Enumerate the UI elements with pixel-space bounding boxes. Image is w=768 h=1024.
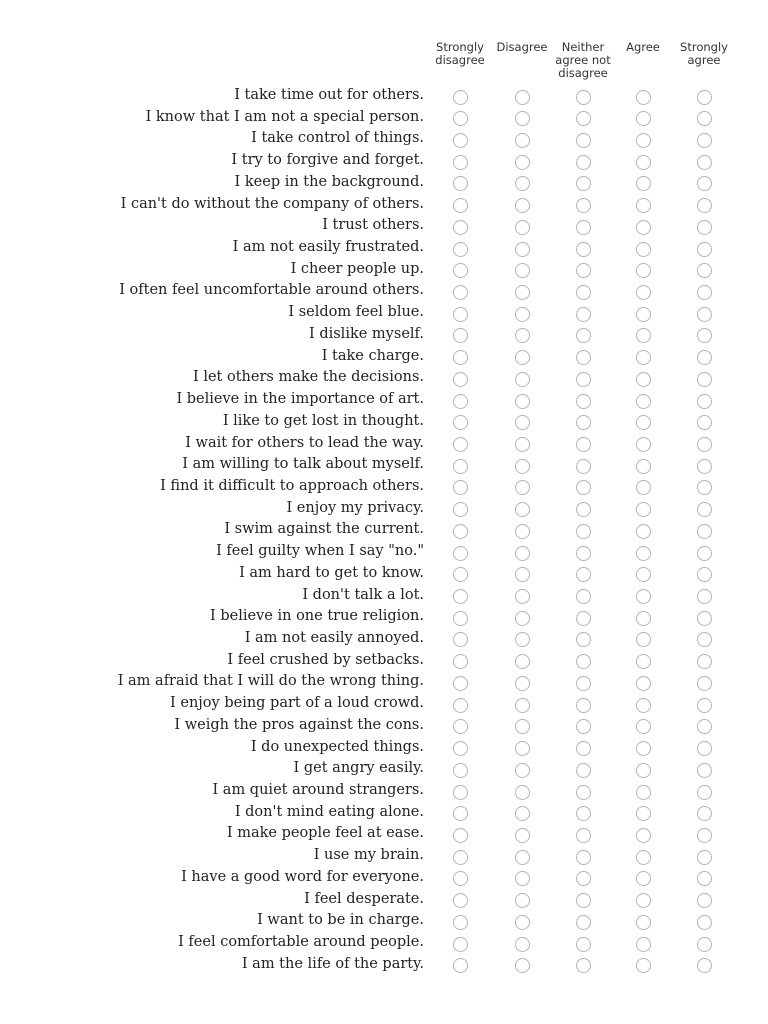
radio-agree[interactable] (636, 198, 651, 213)
radio-disagree[interactable] (515, 90, 530, 105)
radio-strongly-disagree[interactable] (453, 871, 468, 886)
question-text: I trust others. (322, 217, 424, 234)
radio-strongly-agree[interactable] (697, 589, 712, 604)
radio-strongly-disagree[interactable] (453, 632, 468, 647)
radio-disagree[interactable] (515, 546, 530, 561)
header-strongly-agree: Strongly agree (680, 40, 728, 67)
radio-strongly-disagree[interactable] (453, 785, 468, 800)
question-row (0, 172, 768, 194)
question-row (0, 237, 768, 259)
question-row (0, 128, 768, 150)
question-text: I don't mind eating alone. (234, 803, 424, 820)
radio-strongly-disagree[interactable] (453, 459, 468, 474)
radio-strongly-disagree[interactable] (453, 611, 468, 626)
radio-strongly-agree[interactable] (697, 958, 712, 973)
radio-agree[interactable] (636, 459, 651, 474)
radio-neither[interactable] (576, 785, 591, 800)
radio-strongly-disagree[interactable] (453, 915, 468, 930)
question-text: I am not easily frustrated. (232, 239, 424, 256)
question-row (0, 650, 768, 672)
radio-disagree[interactable] (515, 285, 530, 300)
radio-agree[interactable] (636, 763, 651, 778)
radio-agree[interactable] (636, 806, 651, 821)
radio-strongly-agree[interactable] (697, 437, 712, 452)
radio-neither[interactable] (576, 263, 591, 278)
radio-neither[interactable] (576, 698, 591, 713)
radio-neither[interactable] (576, 111, 591, 126)
radio-disagree[interactable] (515, 567, 530, 582)
radio-strongly-disagree[interactable] (453, 480, 468, 495)
question-row (0, 606, 768, 628)
radio-neither[interactable] (576, 242, 591, 257)
radio-agree[interactable] (636, 220, 651, 235)
radio-strongly-disagree[interactable] (453, 155, 468, 170)
radio-neither[interactable] (576, 198, 591, 213)
question-text: I have a good word for everyone. (181, 868, 424, 885)
radio-strongly-agree[interactable] (697, 372, 712, 387)
radio-agree[interactable] (636, 828, 651, 843)
radio-disagree[interactable] (515, 589, 530, 604)
question-text: I am willing to talk about myself. (182, 456, 424, 473)
question-text: I know that I am not a special person. (145, 108, 424, 125)
radio-neither[interactable] (576, 133, 591, 148)
radio-neither[interactable] (576, 394, 591, 409)
question-text: I am quiet around strangers. (212, 782, 424, 798)
radio-strongly-agree[interactable] (697, 524, 712, 539)
radio-disagree[interactable] (515, 763, 530, 778)
question-text: I feel comfortable around people. (178, 934, 424, 951)
radio-agree[interactable] (636, 350, 651, 365)
radio-strongly-agree[interactable] (697, 350, 712, 365)
radio-neither[interactable] (576, 90, 591, 105)
question-row (0, 280, 768, 302)
radio-disagree[interactable] (515, 437, 530, 452)
radio-neither[interactable] (576, 155, 591, 170)
radio-neither[interactable] (576, 676, 591, 691)
radio-agree[interactable] (636, 111, 651, 126)
radio-disagree[interactable] (515, 698, 530, 713)
radio-strongly-agree[interactable] (697, 632, 712, 647)
radio-strongly-disagree[interactable] (453, 90, 468, 105)
radio-strongly-agree[interactable] (697, 893, 712, 908)
radio-agree[interactable] (636, 524, 651, 539)
radio-strongly-agree[interactable] (697, 459, 712, 474)
radio-strongly-agree[interactable] (697, 394, 712, 409)
question-row (0, 302, 768, 324)
question-row (0, 823, 768, 845)
radio-strongly-disagree[interactable] (453, 415, 468, 430)
question-text: I get angry easily. (293, 760, 424, 777)
radio-strongly-disagree[interactable] (453, 220, 468, 235)
radio-strongly-agree[interactable] (697, 220, 712, 235)
radio-disagree[interactable] (515, 632, 530, 647)
header-agree: Agree (626, 40, 660, 54)
radio-neither[interactable] (576, 307, 591, 322)
radio-strongly-agree[interactable] (697, 719, 712, 734)
question-text: I feel crushed by setbacks. (227, 651, 424, 668)
radio-strongly-disagree[interactable] (453, 328, 468, 343)
radio-agree[interactable] (636, 176, 651, 191)
radio-strongly-agree[interactable] (697, 676, 712, 691)
question-text: I take charge. (321, 347, 424, 364)
radio-strongly-agree[interactable] (697, 763, 712, 778)
radio-strongly-disagree[interactable] (453, 242, 468, 257)
radio-strongly-agree[interactable] (697, 937, 712, 952)
radio-strongly-agree[interactable] (697, 850, 712, 865)
question-text: I try to forgive and forget. (231, 152, 424, 169)
radio-agree[interactable] (636, 415, 651, 430)
radio-disagree[interactable] (515, 850, 530, 865)
radio-agree[interactable] (636, 372, 651, 387)
radio-agree[interactable] (636, 741, 651, 756)
radio-strongly-disagree[interactable] (453, 850, 468, 865)
header-disagree: Disagree (496, 40, 548, 54)
question-text: I want to be in charge. (257, 912, 424, 929)
question-row (0, 563, 768, 585)
question-text: I am afraid that I will do the wrong thing. (117, 673, 424, 690)
radio-strongly-disagree[interactable] (453, 589, 468, 604)
radio-disagree[interactable] (515, 893, 530, 908)
question-text: I weigh the pros against the cons. (174, 716, 424, 733)
radio-neither[interactable] (576, 589, 591, 604)
question-row (0, 932, 768, 954)
radio-disagree[interactable] (515, 828, 530, 843)
radio-neither[interactable] (576, 220, 591, 235)
question-text: I believe in the importance of art. (176, 391, 424, 408)
question-text: I wait for others to lead the way. (185, 434, 424, 451)
radio-strongly-disagree[interactable] (453, 546, 468, 561)
radio-disagree[interactable] (515, 611, 530, 626)
radio-disagree[interactable] (515, 176, 530, 191)
radio-strongly-disagree[interactable] (453, 719, 468, 734)
question-row (0, 628, 768, 650)
radio-disagree[interactable] (515, 524, 530, 539)
radio-neither[interactable] (576, 719, 591, 734)
radio-agree[interactable] (636, 654, 651, 669)
radio-strongly-disagree[interactable] (453, 133, 468, 148)
radio-disagree[interactable] (515, 133, 530, 148)
question-row (0, 541, 768, 563)
radio-strongly-agree[interactable] (697, 546, 712, 561)
radio-strongly-disagree[interactable] (453, 524, 468, 539)
radio-agree[interactable] (636, 285, 651, 300)
radio-strongly-disagree[interactable] (453, 567, 468, 582)
radio-strongly-agree[interactable] (697, 328, 712, 343)
radio-agree[interactable] (636, 263, 651, 278)
question-text: I feel desperate. (304, 890, 424, 907)
radio-neither[interactable] (576, 741, 591, 756)
radio-strongly-disagree[interactable] (453, 654, 468, 669)
radio-disagree[interactable] (515, 937, 530, 952)
radio-strongly-disagree[interactable] (453, 285, 468, 300)
radio-disagree[interactable] (515, 394, 530, 409)
question-text: I find it difficult to approach others. (160, 477, 424, 494)
radio-strongly-agree[interactable] (697, 263, 712, 278)
radio-strongly-agree[interactable] (697, 176, 712, 191)
radio-disagree[interactable] (515, 328, 530, 343)
radio-agree[interactable] (636, 567, 651, 582)
radio-neither[interactable] (576, 415, 591, 430)
radio-strongly-disagree[interactable] (453, 176, 468, 191)
radio-agree[interactable] (636, 958, 651, 973)
question-text: I do unexpected things. (250, 738, 424, 755)
radio-neither[interactable] (576, 480, 591, 495)
radio-disagree[interactable] (515, 958, 530, 973)
radio-disagree[interactable] (515, 480, 530, 495)
question-row (0, 889, 768, 911)
question-row (0, 194, 768, 216)
radio-agree[interactable] (636, 155, 651, 170)
question-list (0, 85, 768, 975)
question-text: I let others make the decisions. (193, 369, 424, 386)
radio-disagree[interactable] (515, 502, 530, 517)
radio-neither[interactable] (576, 372, 591, 387)
radio-strongly-agree[interactable] (697, 90, 712, 105)
radio-strongly-disagree[interactable] (453, 676, 468, 691)
question-text: I believe in one true religion. (210, 608, 424, 625)
radio-agree[interactable] (636, 242, 651, 257)
radio-neither[interactable] (576, 828, 591, 843)
question-text: I like to get lost in thought. (222, 412, 424, 429)
question-row (0, 585, 768, 607)
radio-agree[interactable] (636, 850, 651, 865)
radio-strongly-disagree[interactable] (453, 806, 468, 821)
radio-disagree[interactable] (515, 871, 530, 886)
question-text: I enjoy being part of a loud crowd. (170, 695, 424, 712)
question-text: I feel guilty when I say "no." (216, 543, 424, 560)
radio-disagree[interactable] (515, 263, 530, 278)
radio-agree[interactable] (636, 785, 651, 800)
question-text: I enjoy my privacy. (286, 499, 424, 516)
radio-neither[interactable] (576, 524, 591, 539)
radio-strongly-agree[interactable] (697, 480, 712, 495)
question-row (0, 845, 768, 867)
scale-header (0, 41, 768, 85)
radio-strongly-disagree[interactable] (453, 502, 468, 517)
radio-neither[interactable] (576, 632, 591, 647)
radio-agree[interactable] (636, 611, 651, 626)
radio-strongly-disagree[interactable] (453, 893, 468, 908)
question-text: I don't talk a lot. (302, 586, 424, 603)
radio-strongly-agree[interactable] (697, 242, 712, 257)
question-row (0, 737, 768, 759)
radio-agree[interactable] (636, 502, 651, 517)
radio-strongly-agree[interactable] (697, 133, 712, 148)
radio-strongly-disagree[interactable] (453, 263, 468, 278)
radio-agree[interactable] (636, 871, 651, 886)
radio-disagree[interactable] (515, 785, 530, 800)
question-row (0, 150, 768, 172)
radio-neither[interactable] (576, 871, 591, 886)
radio-neither[interactable] (576, 546, 591, 561)
question-row (0, 259, 768, 281)
radio-disagree[interactable] (515, 415, 530, 430)
question-row (0, 85, 768, 107)
radio-agree[interactable] (636, 307, 651, 322)
radio-strongly-disagree[interactable] (453, 307, 468, 322)
radio-agree[interactable] (636, 328, 651, 343)
question-row (0, 780, 768, 802)
radio-neither[interactable] (576, 459, 591, 474)
question-row (0, 454, 768, 476)
radio-strongly-agree[interactable] (697, 198, 712, 213)
radio-disagree[interactable] (515, 155, 530, 170)
radio-strongly-disagree[interactable] (453, 372, 468, 387)
radio-strongly-agree[interactable] (697, 567, 712, 582)
question-row (0, 519, 768, 541)
radio-neither[interactable] (576, 611, 591, 626)
radio-agree[interactable] (636, 589, 651, 604)
radio-neither[interactable] (576, 893, 591, 908)
question-row (0, 346, 768, 368)
radio-strongly-disagree[interactable] (453, 437, 468, 452)
question-row (0, 367, 768, 389)
question-row (0, 498, 768, 520)
radio-strongly-agree[interactable] (697, 915, 712, 930)
radio-disagree[interactable] (515, 741, 530, 756)
question-text: I make people feel at ease. (226, 825, 424, 842)
question-row (0, 476, 768, 498)
question-row (0, 433, 768, 455)
radio-neither[interactable] (576, 850, 591, 865)
radio-strongly-disagree[interactable] (453, 198, 468, 213)
radio-strongly-agree[interactable] (697, 741, 712, 756)
radio-agree[interactable] (636, 915, 651, 930)
radio-disagree[interactable] (515, 242, 530, 257)
radio-disagree[interactable] (515, 915, 530, 930)
radio-strongly-agree[interactable] (697, 806, 712, 821)
radio-disagree[interactable] (515, 806, 530, 821)
radio-disagree[interactable] (515, 220, 530, 235)
header-strongly-disagree: Strongly disagree (435, 40, 485, 67)
radio-agree[interactable] (636, 546, 651, 561)
radio-neither[interactable] (576, 350, 591, 365)
radio-strongly-disagree[interactable] (453, 111, 468, 126)
question-text: I seldom feel blue. (288, 304, 424, 321)
radio-neither[interactable] (576, 806, 591, 821)
radio-strongly-agree[interactable] (697, 698, 712, 713)
question-text: I take control of things. (251, 130, 424, 147)
question-row (0, 715, 768, 737)
radio-strongly-agree[interactable] (697, 828, 712, 843)
radio-disagree[interactable] (515, 372, 530, 387)
radio-neither[interactable] (576, 437, 591, 452)
radio-agree[interactable] (636, 719, 651, 734)
radio-strongly-disagree[interactable] (453, 958, 468, 973)
radio-strongly-disagree[interactable] (453, 828, 468, 843)
radio-disagree[interactable] (515, 459, 530, 474)
question-row (0, 910, 768, 932)
question-text: I can't do without the company of others. (120, 195, 424, 212)
radio-agree[interactable] (636, 480, 651, 495)
question-row (0, 215, 768, 237)
radio-neither[interactable] (576, 328, 591, 343)
radio-neither[interactable] (576, 502, 591, 517)
radio-neither[interactable] (576, 567, 591, 582)
radio-disagree[interactable] (515, 719, 530, 734)
radio-agree[interactable] (636, 90, 651, 105)
radio-neither[interactable] (576, 763, 591, 778)
radio-agree[interactable] (636, 676, 651, 691)
radio-neither[interactable] (576, 285, 591, 300)
radio-agree[interactable] (636, 698, 651, 713)
question-text: I am not easily annoyed. (244, 629, 424, 646)
radio-disagree[interactable] (515, 654, 530, 669)
question-text: I use my brain. (313, 847, 424, 864)
question-text: I keep in the background. (234, 173, 424, 190)
radio-strongly-disagree[interactable] (453, 741, 468, 756)
radio-neither[interactable] (576, 915, 591, 930)
question-text: I often feel uncomfortable around others. (119, 282, 424, 299)
question-text: I cheer people up. (290, 260, 424, 277)
question-text: I dislike myself. (308, 325, 424, 342)
question-text: I swim against the current. (224, 521, 424, 538)
radio-strongly-agree[interactable] (697, 611, 712, 626)
header-neither: Neither agree not disagree (555, 40, 611, 80)
radio-agree[interactable] (636, 133, 651, 148)
radio-strongly-agree[interactable] (697, 307, 712, 322)
radio-strongly-disagree[interactable] (453, 698, 468, 713)
radio-strongly-disagree[interactable] (453, 394, 468, 409)
radio-strongly-disagree[interactable] (453, 937, 468, 952)
radio-disagree[interactable] (515, 111, 530, 126)
radio-agree[interactable] (636, 893, 651, 908)
radio-disagree[interactable] (515, 676, 530, 691)
question-row (0, 758, 768, 780)
radio-agree[interactable] (636, 437, 651, 452)
radio-strongly-agree[interactable] (697, 111, 712, 126)
radio-neither[interactable] (576, 654, 591, 669)
question-row (0, 867, 768, 889)
radio-strongly-disagree[interactable] (453, 763, 468, 778)
radio-disagree[interactable] (515, 350, 530, 365)
radio-neither[interactable] (576, 958, 591, 973)
radio-agree[interactable] (636, 937, 651, 952)
question-row (0, 107, 768, 129)
radio-disagree[interactable] (515, 307, 530, 322)
question-text: I am the life of the party. (241, 955, 424, 972)
question-text: I am hard to get to know. (239, 564, 424, 581)
radio-disagree[interactable] (515, 198, 530, 213)
question-row (0, 324, 768, 346)
radio-strongly-agree[interactable] (697, 285, 712, 300)
radio-agree[interactable] (636, 394, 651, 409)
radio-strongly-agree[interactable] (697, 785, 712, 800)
question-row (0, 802, 768, 824)
radio-strongly-agree[interactable] (697, 654, 712, 669)
radio-neither[interactable] (576, 176, 591, 191)
radio-strongly-agree[interactable] (697, 502, 712, 517)
radio-strongly-disagree[interactable] (453, 350, 468, 365)
question-row (0, 411, 768, 433)
radio-neither[interactable] (576, 937, 591, 952)
question-row (0, 671, 768, 693)
radio-strongly-agree[interactable] (697, 871, 712, 886)
question-row (0, 389, 768, 411)
radio-agree[interactable] (636, 632, 651, 647)
radio-strongly-agree[interactable] (697, 155, 712, 170)
radio-strongly-agree[interactable] (697, 415, 712, 430)
question-row (0, 693, 768, 715)
question-row (0, 954, 768, 976)
question-text: I take time out for others. (234, 87, 424, 103)
